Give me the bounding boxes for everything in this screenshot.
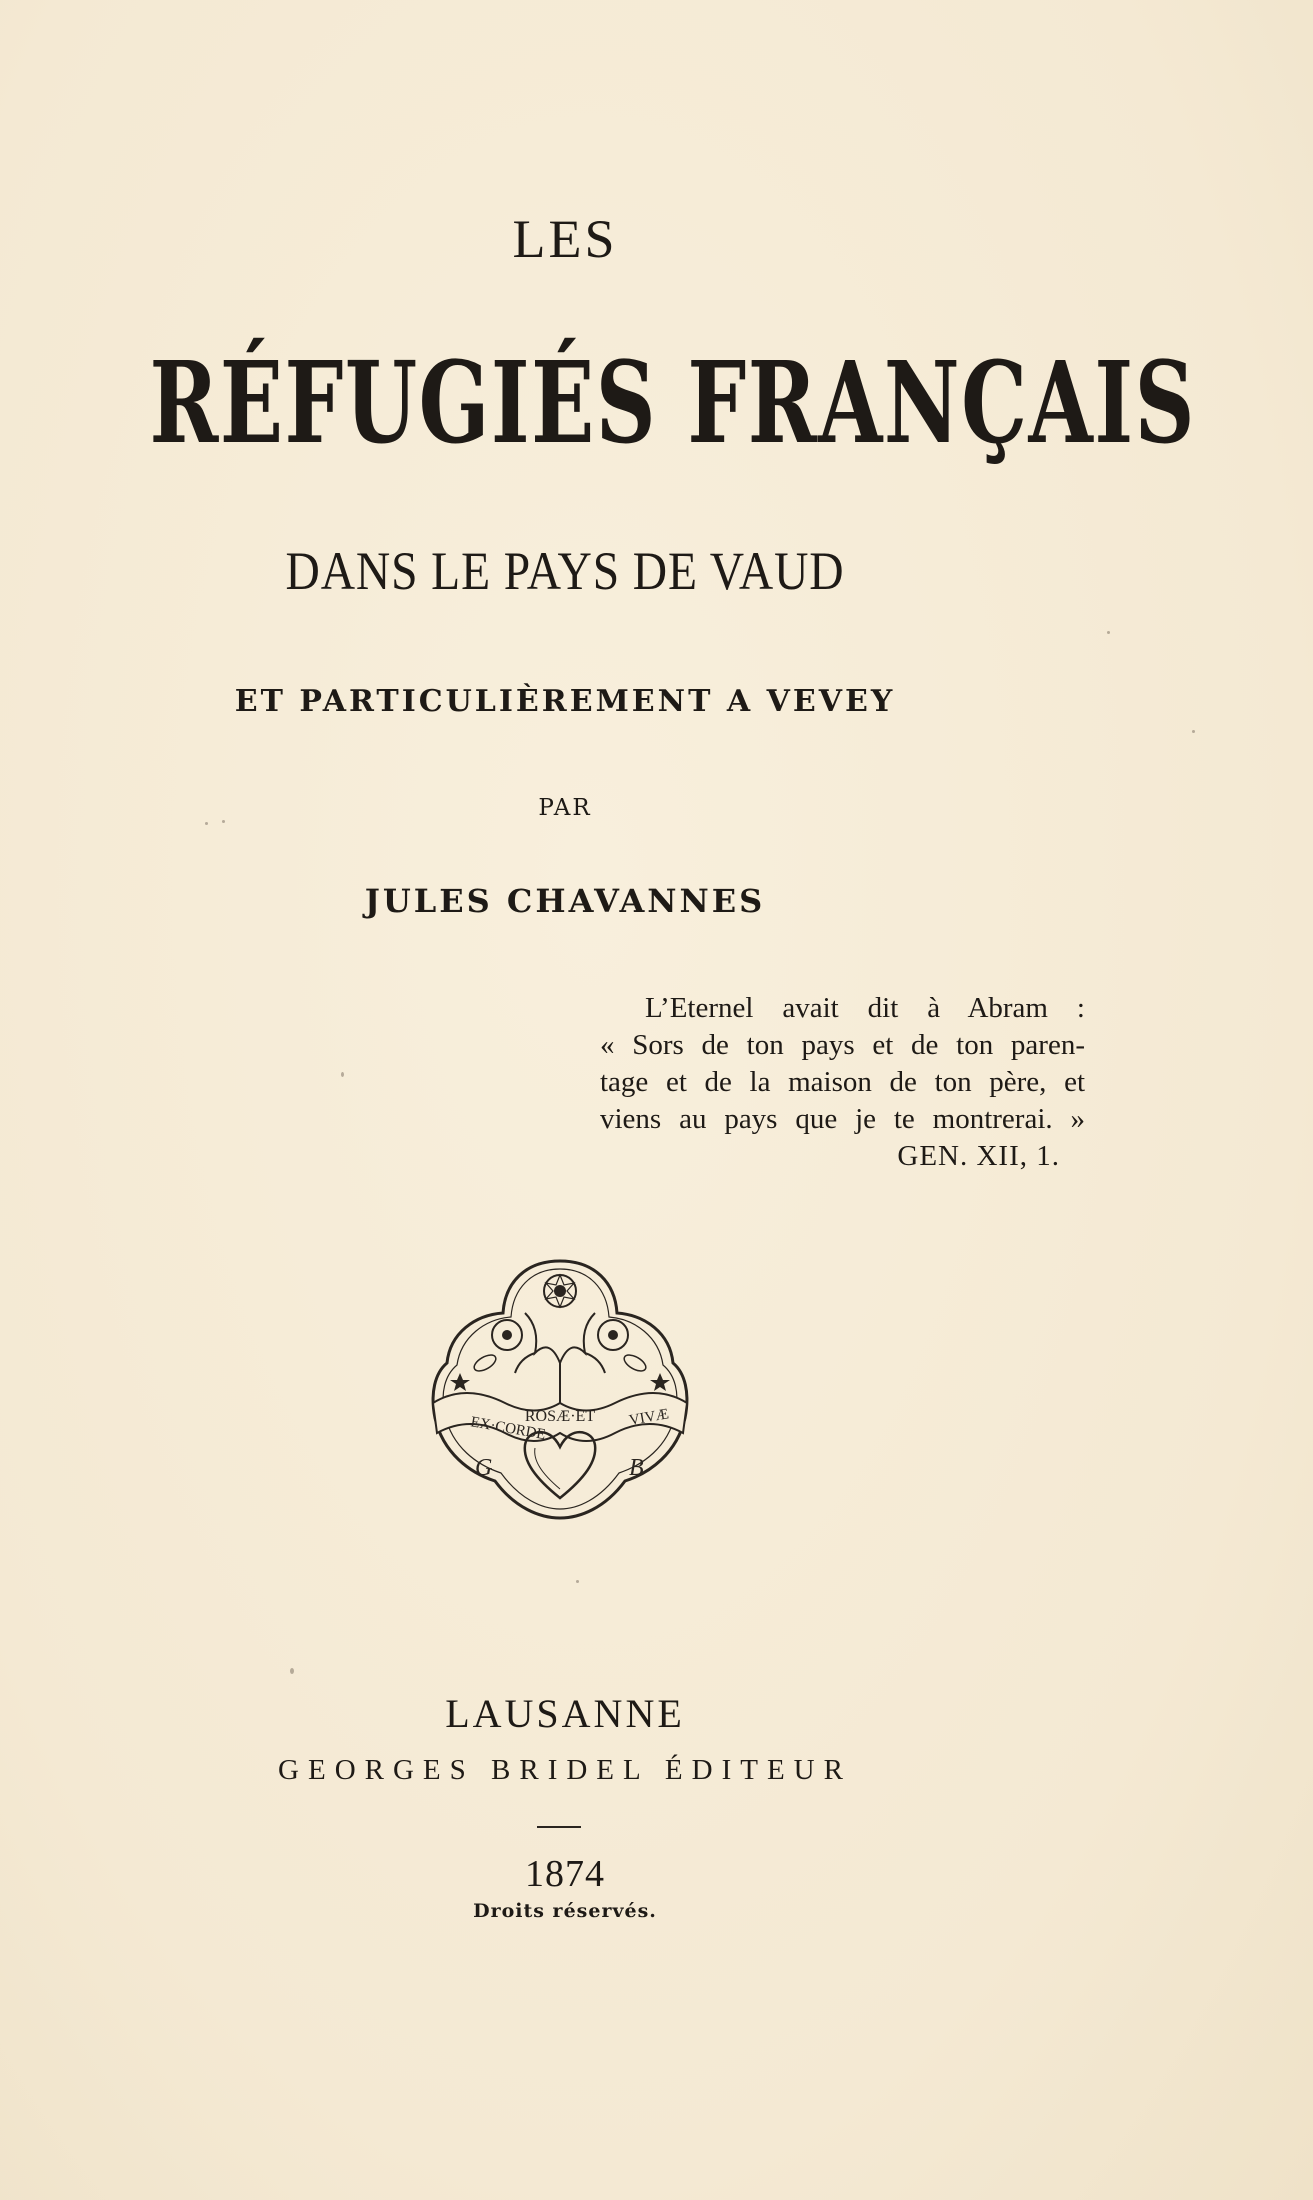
author-name: JULES CHAVANNES — [364, 882, 766, 920]
epigraph-citation: GEN. XII, 1. — [897, 1140, 1060, 1172]
paper-speck — [576, 1580, 579, 1583]
byline-par: PAR — [538, 795, 592, 821]
emblem-initial-left: G — [475, 1455, 493, 1481]
epigraph-line: L’Eternel avait dit à Abram : — [645, 992, 1085, 1024]
publisher-emblem-icon — [425, 1253, 695, 1523]
paper-speck — [290, 1668, 294, 1674]
emblem-motto-right: VIVÆ — [627, 1406, 671, 1429]
publication-city: LAUSANNE — [445, 1691, 685, 1736]
subtitle-location: DANS LE PAYS DE VAUD — [285, 541, 845, 601]
publisher-name: GEORGES BRIDEL ÉDITEUR — [278, 1754, 852, 1786]
emblem-motto-left: EX·CORDE — [469, 1414, 547, 1444]
epigraph-line: tage et de la maison de ton père, et — [600, 1066, 1085, 1098]
subtitle-focus: ET PARTICULIÈREMENT A VEVEY — [234, 684, 896, 719]
paper-speck — [1192, 730, 1195, 733]
title-article: LES — [512, 209, 618, 269]
epigraph-line: « Sors de ton pays et de ton paren- — [600, 1029, 1085, 1061]
paper-speck — [222, 820, 225, 823]
divider-rule — [537, 1826, 581, 1828]
paper-speck — [205, 822, 208, 825]
paper-speck — [1107, 631, 1110, 634]
paper-speck — [341, 1072, 344, 1077]
epigraph-line: viens au pays que je te montrerai. » — [600, 1103, 1085, 1135]
emblem-initial-right: B — [629, 1455, 644, 1481]
epigraph — [600, 990, 1085, 1175]
publication-year: 1874 — [525, 1853, 605, 1895]
emblem-motto-center: ROSÆ·ET — [524, 1408, 596, 1425]
rights-notice: Droits réservés. — [473, 1900, 657, 1922]
main-title: RÉFUGIÉS FRANÇAIS — [149, 338, 1196, 469]
